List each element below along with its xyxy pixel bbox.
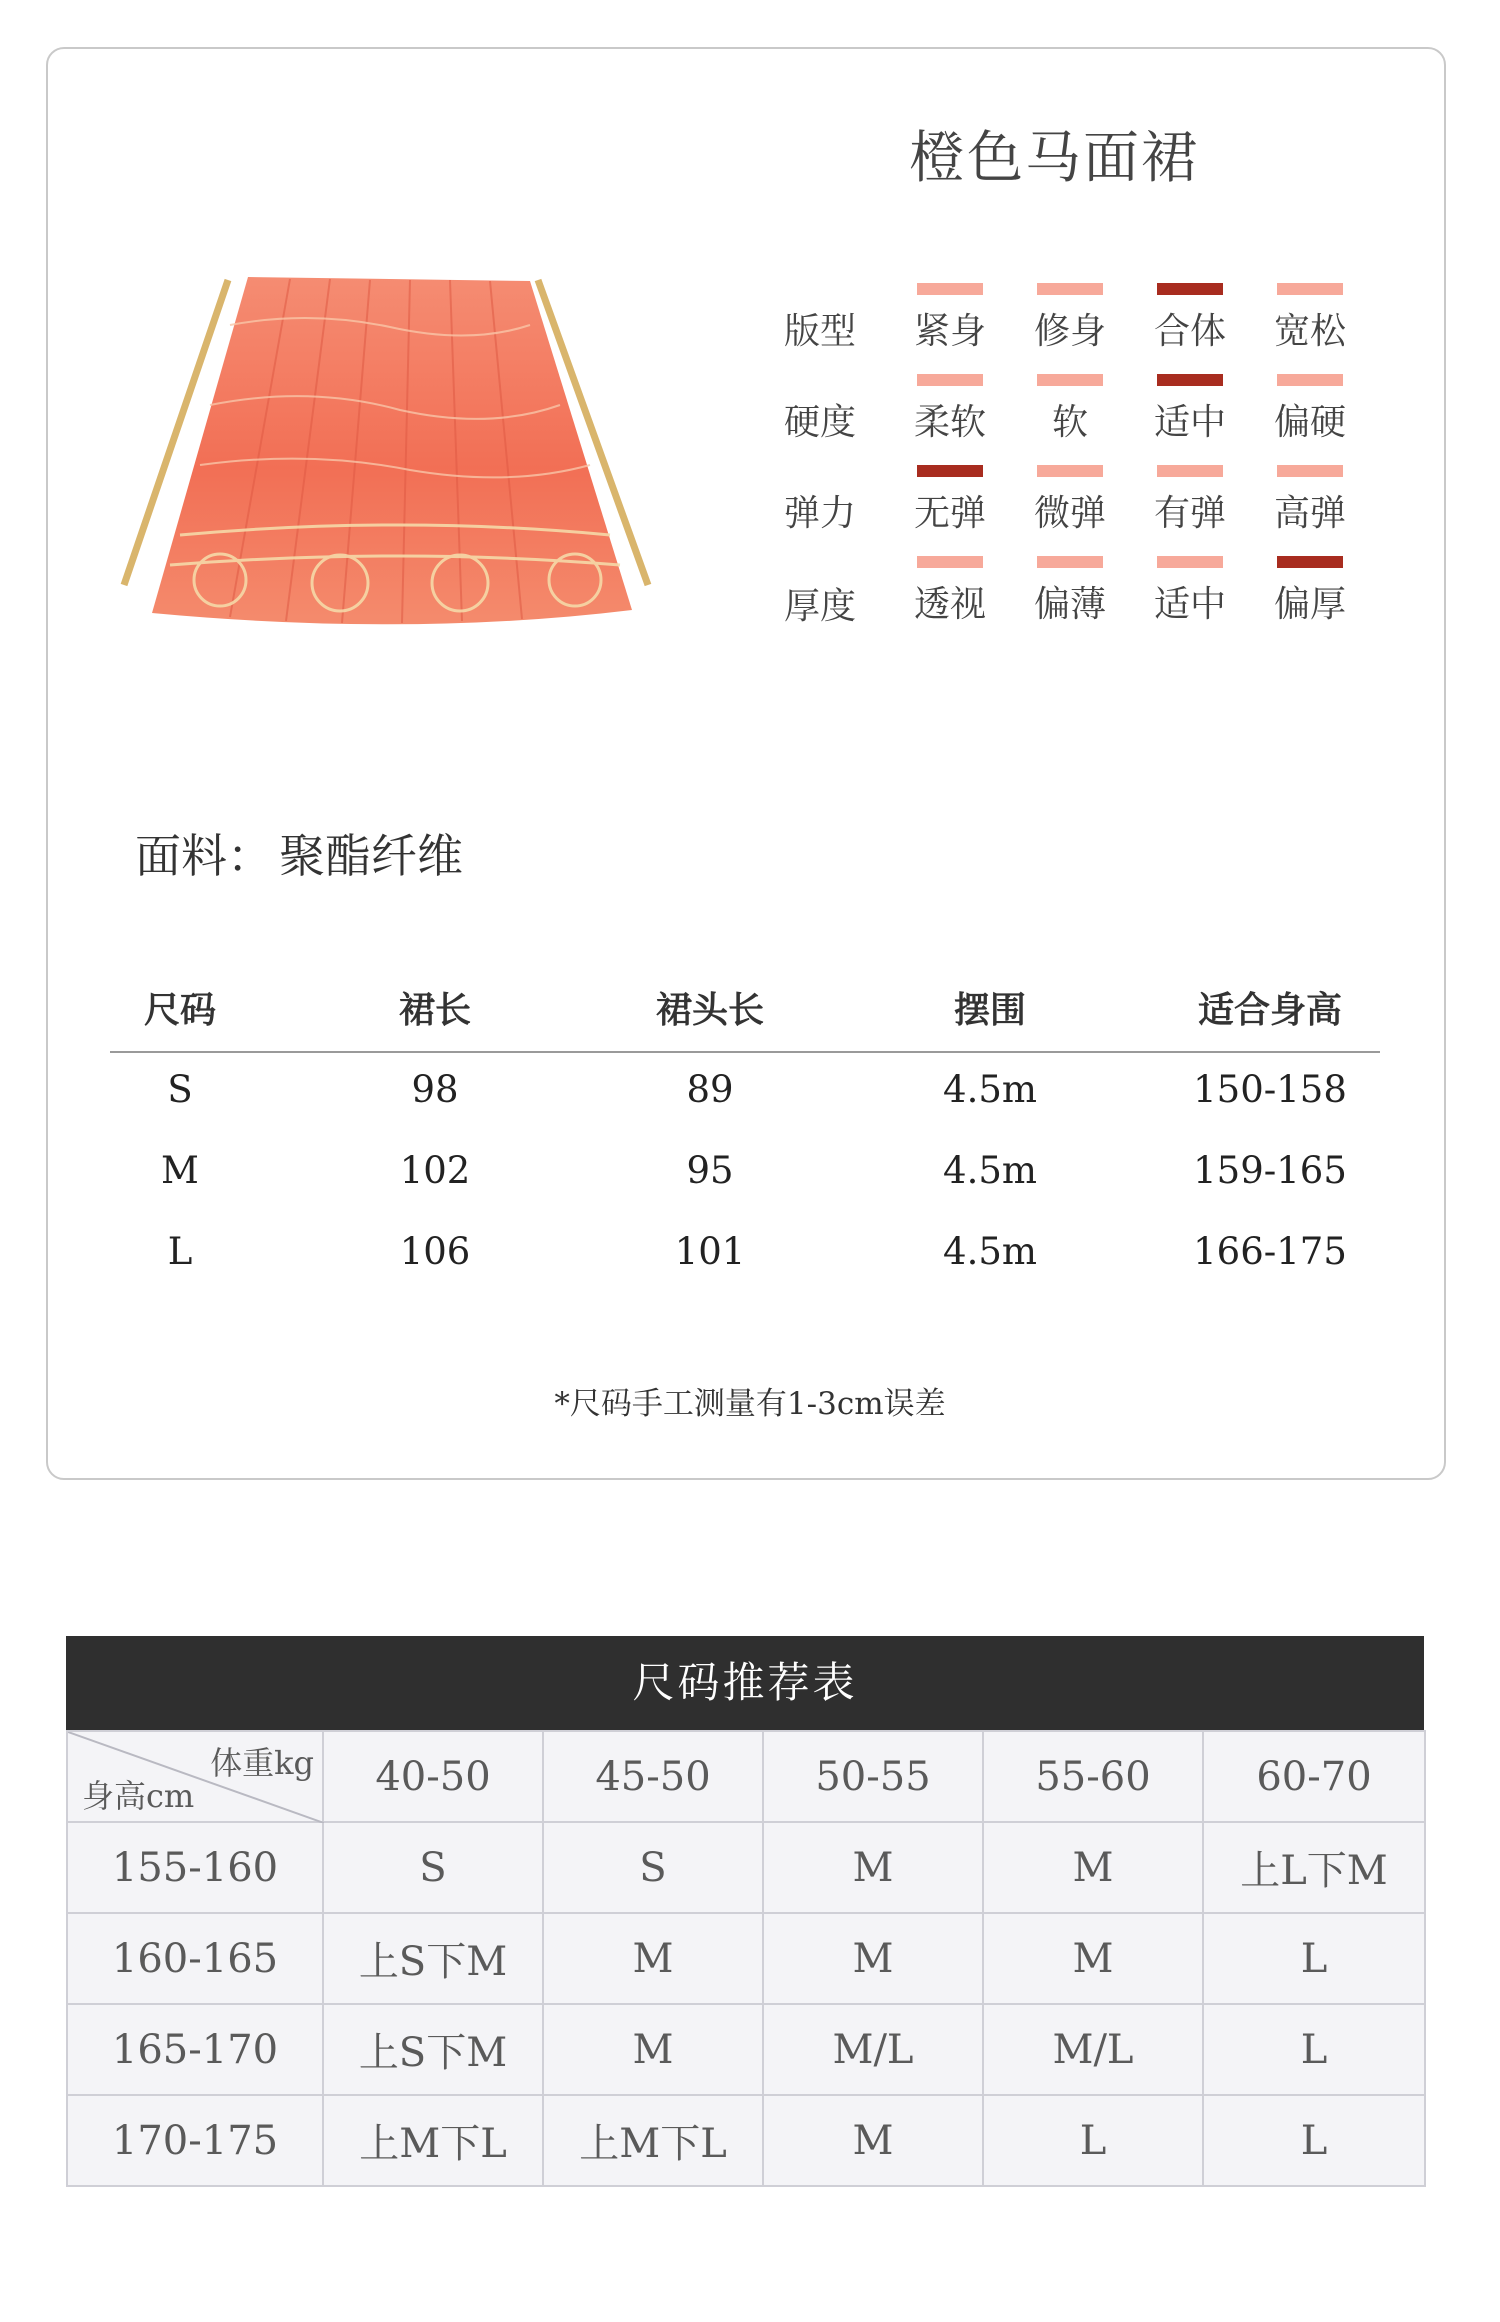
level-bar (1157, 556, 1223, 568)
table-row (67, 2004, 1425, 2095)
size-cell: L (1203, 2004, 1425, 2095)
attr-label-fit: 版型 (783, 311, 856, 352)
size-recommendation-table (66, 1636, 1424, 2187)
attr-option-elasticity-1-selected: 无弹 (910, 465, 990, 536)
size-cell: L (1203, 1913, 1425, 2004)
measurement-note: *尺码手工测量有1-3cm误差 (554, 1386, 946, 1422)
level-bar (1277, 556, 1343, 568)
attr-option-elasticity-2: 微弹 (1030, 465, 1110, 536)
size-cell: M (763, 1913, 983, 2004)
attr-option-hardness-4: 偏硬 (1270, 374, 1350, 445)
level-bar (1157, 374, 1223, 386)
size-cell: M (983, 1822, 1203, 1913)
recommend-table-title: 尺码推荐表 (66, 1636, 1424, 1730)
height-axis-label: 身高cm (82, 1777, 195, 1815)
level-bar (917, 465, 983, 477)
table-row (110, 1060, 1380, 1120)
weight-header: 50-55 (763, 1731, 983, 1822)
attr-option-thickness-4-selected: 偏厚 (1270, 556, 1350, 627)
waist-col-header: 裙头长 (655, 989, 764, 1031)
level-bar (1037, 556, 1103, 568)
attr-option-thickness-2: 偏薄 (1030, 556, 1110, 627)
level-bar (1277, 283, 1343, 295)
fabric-label: 面料： (135, 829, 273, 883)
height-header: 165-170 (67, 2004, 323, 2095)
weight-header: 55-60 (983, 1731, 1203, 1822)
attr-option-thickness-3: 适中 (1150, 556, 1230, 627)
size-cell: M/L (983, 2004, 1203, 2095)
height-header: 170-175 (67, 2095, 323, 2186)
table-row (110, 1222, 1380, 1282)
size-col-header: 尺码 (143, 989, 216, 1031)
level-bar (1037, 374, 1103, 386)
attr-option-hardness-3-selected: 适中 (1150, 374, 1230, 445)
attr-label-elasticity: 弹力 (783, 493, 856, 534)
size-cell: M (161, 1149, 199, 1192)
height-col-header: 适合身高 (1197, 989, 1342, 1031)
weight-header: 45-50 (543, 1731, 763, 1822)
attr-option-fit-2: 修身 (1030, 283, 1110, 354)
size-table-header (110, 980, 1380, 1040)
attr-option-hardness-1: 柔软 (910, 374, 990, 445)
attr-option-elasticity-4: 高弹 (1270, 465, 1350, 536)
size-cell: 上S下M (323, 2004, 543, 2095)
weight-header: 60-70 (1203, 1731, 1425, 1822)
level-bar (1277, 374, 1343, 386)
waist-cell: 89 (686, 1068, 734, 1111)
level-bar (1037, 283, 1103, 295)
size-cell: L (983, 2095, 1203, 2186)
skirt-image (110, 265, 670, 655)
size-cell: M (763, 2095, 983, 2186)
height-header: 160-165 (67, 1913, 323, 2004)
size-cell: 上S下M (323, 1913, 543, 2004)
product-title: 橙色马面裙 (909, 126, 1199, 191)
weight-header-row (67, 1731, 1425, 1822)
attr-option-hardness-2: 软 (1030, 374, 1110, 445)
size-cell: S (543, 1822, 763, 1913)
length-col-header: 裙长 (398, 989, 471, 1031)
length-cell: 98 (411, 1068, 459, 1111)
waist-cell: 95 (686, 1149, 734, 1192)
attr-option-fit-1: 紧身 (910, 283, 990, 354)
level-bar (1157, 283, 1223, 295)
height-cell: 159-165 (1193, 1149, 1347, 1192)
attr-option-fit-4: 宽松 (1270, 283, 1350, 354)
size-cell: L (167, 1230, 193, 1273)
height-cell: 166-175 (1193, 1230, 1347, 1273)
table-row (67, 1822, 1425, 1913)
level-bar (1157, 465, 1223, 477)
attr-label-hardness: 硬度 (783, 402, 856, 443)
attr-option-fit-3-selected: 合体 (1150, 283, 1230, 354)
level-bar (917, 283, 983, 295)
waist-cell: 101 (674, 1230, 746, 1273)
table-row (110, 1141, 1380, 1201)
weight-header: 40-50 (323, 1731, 543, 1822)
table-row (67, 2095, 1425, 2186)
length-cell: 102 (399, 1149, 471, 1192)
size-cell: M (763, 1822, 983, 1913)
hem-cell: 4.5m (943, 1149, 1037, 1192)
hem-cell: 4.5m (943, 1230, 1037, 1273)
size-cell: M/L (763, 2004, 983, 2095)
fabric-info (135, 820, 463, 886)
corner-cell (67, 1731, 323, 1822)
attr-option-elasticity-3: 有弹 (1150, 465, 1230, 536)
size-cell: 上L下M (1203, 1822, 1425, 1913)
level-bar (917, 556, 983, 568)
level-bar (1277, 465, 1343, 477)
weight-axis-label: 体重kg (210, 1744, 314, 1782)
level-bar (917, 374, 983, 386)
table-row (67, 1913, 1425, 2004)
size-cell: M (543, 2004, 763, 2095)
size-cell: M (983, 1913, 1203, 2004)
height-cell: 150-158 (1193, 1068, 1347, 1111)
height-header: 155-160 (67, 1822, 323, 1913)
attr-label-thickness: 厚度 (783, 586, 856, 627)
size-cell: S (323, 1822, 543, 1913)
table-divider (110, 1051, 1380, 1053)
recommend-grid (66, 1730, 1426, 2187)
size-cell: 上M下L (543, 2095, 763, 2186)
size-cell: 上M下L (323, 2095, 543, 2186)
level-bar (1037, 465, 1103, 477)
size-cell: L (1203, 2095, 1425, 2186)
attr-option-thickness-1: 透视 (910, 556, 990, 627)
size-cell: S (167, 1068, 193, 1111)
length-cell: 106 (399, 1230, 471, 1273)
hem-col-header: 摆围 (953, 989, 1026, 1031)
fabric-value: 聚酯纤维 (279, 829, 463, 883)
size-cell: M (543, 1913, 763, 2004)
hem-cell: 4.5m (943, 1068, 1037, 1111)
